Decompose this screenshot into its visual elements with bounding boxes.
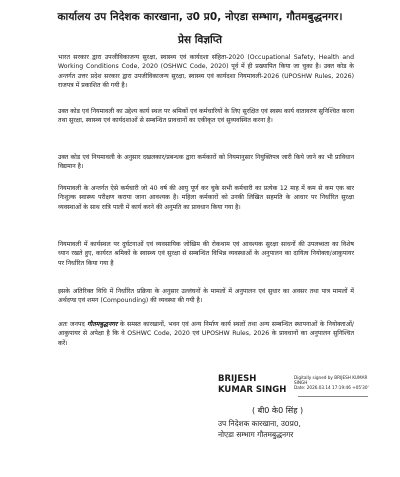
digital-signature-block <box>218 374 368 400</box>
paragraph-compliance-appeal <box>58 320 354 348</box>
office-header: कार्यालय उप निदेशक कारखाना, उ0 प्र0, नोएडा सम्भाग, गौतमबुद्धनगर। <box>57 11 343 23</box>
officer-name: ( बी0 के0 सिंह ) <box>252 406 304 415</box>
appeal-prefix: अतः जनपद <box>58 321 88 328</box>
paragraph-health-checkup: नियमावली के अन्तर्गत ऐसे कर्मचारी जो 40 वर्ष की आयु पूर्ण कर चुके सभी कर्मचारी का प्रत्येक 12 माह में कम से कम एक बार निःशुल्क स्वास्थ्य परीक्षण कराया जाना आवश्यक है। महिला कर्मकारों को उनकी लिखित सहमति के आधार पर निर्धारित सुरक्षा व्यवस्थाओं के साथ रात्रि पाली में कार्य करने की अनुमति का प्रावधान किया गया है। <box>58 185 354 211</box>
paragraph-appointment-letter: उक्त कोड एवं नियमावली के अनुसार दखलकार/प्रबन्धक द्वारा कर्मकारों को नियमानुसार नियुक्तिपत्र जारी किये जाने का भी प्राविधान विद्यमान है। <box>58 154 354 171</box>
paragraph-objective: उक्त कोड एवं नियमावली का उद्देश्य कार्य स्थल पर श्रमिकों एवं कर्मचारियों के लिए सुरक्षित एवं स्वस्थ कार्य वातावरण सुनिश्चित करना तथा सुरक्षा, स्वास्थ्य एवं कार्यदशाओं से सम्बन्धित प्रावधानों का एकीकृत एवं सुव्यवस्थित करना है। <box>58 108 354 125</box>
document-title: प्रेस विज्ञप्ति <box>178 34 222 46</box>
appeal-suffix: के समस्त कारखानों, भवन एवं अन्य निर्माण कार्य स्थलों तथा अन्य सम्बन्धित स्थापनाओं के नियोक्ताओं/आकुपायर से अपेक्षा है कि वे OSHWC Code, 2020 एवं UPOSHW Rules, 2026 के प्रावधानों का अनुपालन सुनिश्चित करें। <box>58 321 354 347</box>
paragraph-code-introduction: भारत सरकार द्वारा उपजीविकाजन्य सुरक्षा, स्वास्थ्य एवं कार्यदशा संहिता-2020 (Occupational Safety, Health and Working Conditions Code, 2020 (OSHWC Code, 2020) पूर्व में ही प्रख्यापित किया जा चुका है। उक्त कोड के अन्तर्गत उत्तर प्रदेश सरकार द्वारा उपजीविकाजन्य सुरक्षा, स्वास्थ्य एवं कार्यदशा नियमावली-2026 (UPOSHW Rules, 2026) राजपत्र में प्रकाशित की गयी है। <box>58 54 354 90</box>
signer-name: BRIJESH KUMAR SINGH <box>218 374 287 395</box>
signature-line <box>298 396 368 397</box>
paragraph-compounding: इसके अतिरिक्त विधि में निर्धारित प्रक्रिया के अनुसार उल्लंघनों के मामलों में अनुपालन एवं सुधार का अवसर तथा पात्र मामलों में अर्थदण्ड एवं शमन (Compounding) की व्यवस्था की गयी है। <box>58 288 354 305</box>
district-name: गौतमबुद्धनगर <box>87 321 118 328</box>
digital-signature-meta <box>294 375 374 391</box>
digital-signature-date: Date: 2026.03.14 17:19:46 +05'30' <box>294 385 369 391</box>
officer-office: नोएडा सम्भाग गौतमबुद्धनगर <box>218 430 294 439</box>
paragraph-safety-responsibility: नियमावली में कार्यस्थल पर दुर्घटनाओं एवं व्यवसायिक जोखिम की रोकथाम एवं आवश्यक सुरक्षा साधनों की उपलब्धता का विशेष ध्यान रखते हुए, कार्यरत श्रमिकों के स्वास्थ्य एवं सुरक्षा से सम्बन्धित विभिन्न व्यवस्थाओं के अनुपालन का दायित्व नियोक्ता/आकुपायर पर निर्धारित किया गया है <box>58 241 354 267</box>
digital-signature-label: Digitally signed by BRIJESH KUMAR SINGH <box>294 375 368 386</box>
officer-designation: उप निदेशक कारखाना, उ0प्र0, <box>218 419 301 428</box>
